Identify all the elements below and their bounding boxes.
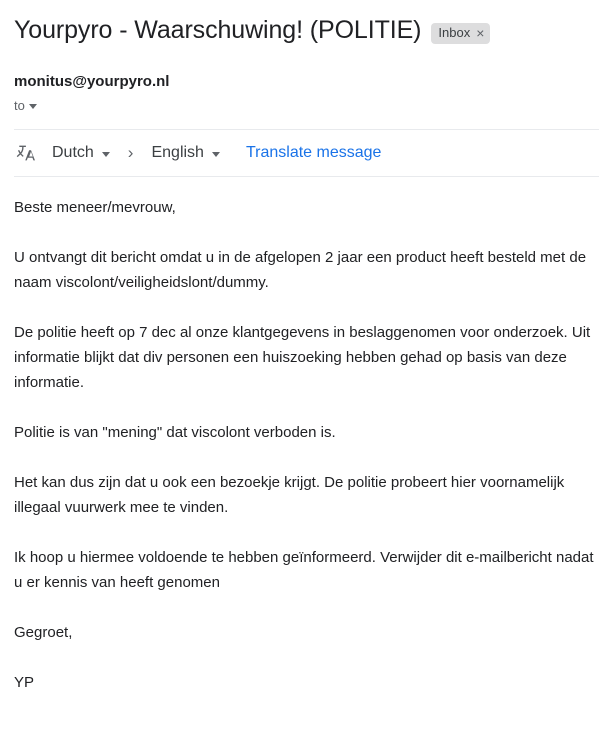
- source-language-select[interactable]: [52, 144, 110, 162]
- translate-bar: [14, 129, 599, 177]
- body-paragraph: YP: [14, 674, 35, 691]
- page-title: Yourpyro - Waarschuwing! (POLITIE): [14, 16, 422, 44]
- subject-row: [14, 10, 599, 46]
- arrow-right-icon: ›: [127, 143, 134, 162]
- target-language-select[interactable]: [151, 144, 219, 162]
- source-language-label: Dutch: [52, 144, 94, 161]
- translate-icon: [16, 142, 38, 164]
- body-paragraph: De politie heeft op 7 dec al onze klantgegevens in beslaggenomen voor onderzoek. Uit informatie blijkt dat div personen een huiszoeking hebben gehad op basis van deze informatie.: [14, 324, 591, 391]
- body-paragraph: Gegroet,: [14, 624, 73, 641]
- translate-message-link[interactable]: Translate message: [245, 144, 382, 161]
- chevron-down-icon[interactable]: [212, 152, 220, 157]
- target-language-label: English: [151, 144, 204, 161]
- email-body: [14, 195, 599, 695]
- close-icon[interactable]: ×: [476, 24, 485, 41]
- recipient-label: to: [14, 98, 25, 113]
- status-badge[interactable]: [431, 23, 490, 44]
- body-paragraph: Het kan dus zijn dat u ook een bezoekje krijgt. De politie probeert hier voornamelijk illegaal vuurwerk mee te vinden.: [14, 474, 565, 516]
- body-paragraph: Ik hoop u hiermee voldoende te hebben geïnformeerd. Verwijder dit e-mailbericht nadat u er kennis van heeft genomen: [14, 549, 594, 591]
- sender-block: [14, 72, 599, 113]
- body-paragraph: Politie is van "mening" dat viscolont verboden is.: [14, 424, 336, 441]
- label-chip-text: Inbox: [438, 24, 471, 40]
- body-paragraph: Beste meneer/mevrouw,: [14, 199, 176, 216]
- body-paragraph: U ontvangt dit bericht omdat u in de afgelopen 2 jaar een product heeft besteld met de naam viscolont/veiligheidslont/dummy.: [14, 249, 587, 291]
- sender-email[interactable]: monitus@yourpyro.nl: [14, 73, 170, 90]
- chevron-down-icon[interactable]: [29, 104, 37, 109]
- chevron-down-icon[interactable]: [102, 152, 110, 157]
- recipient-row[interactable]: [14, 98, 599, 113]
